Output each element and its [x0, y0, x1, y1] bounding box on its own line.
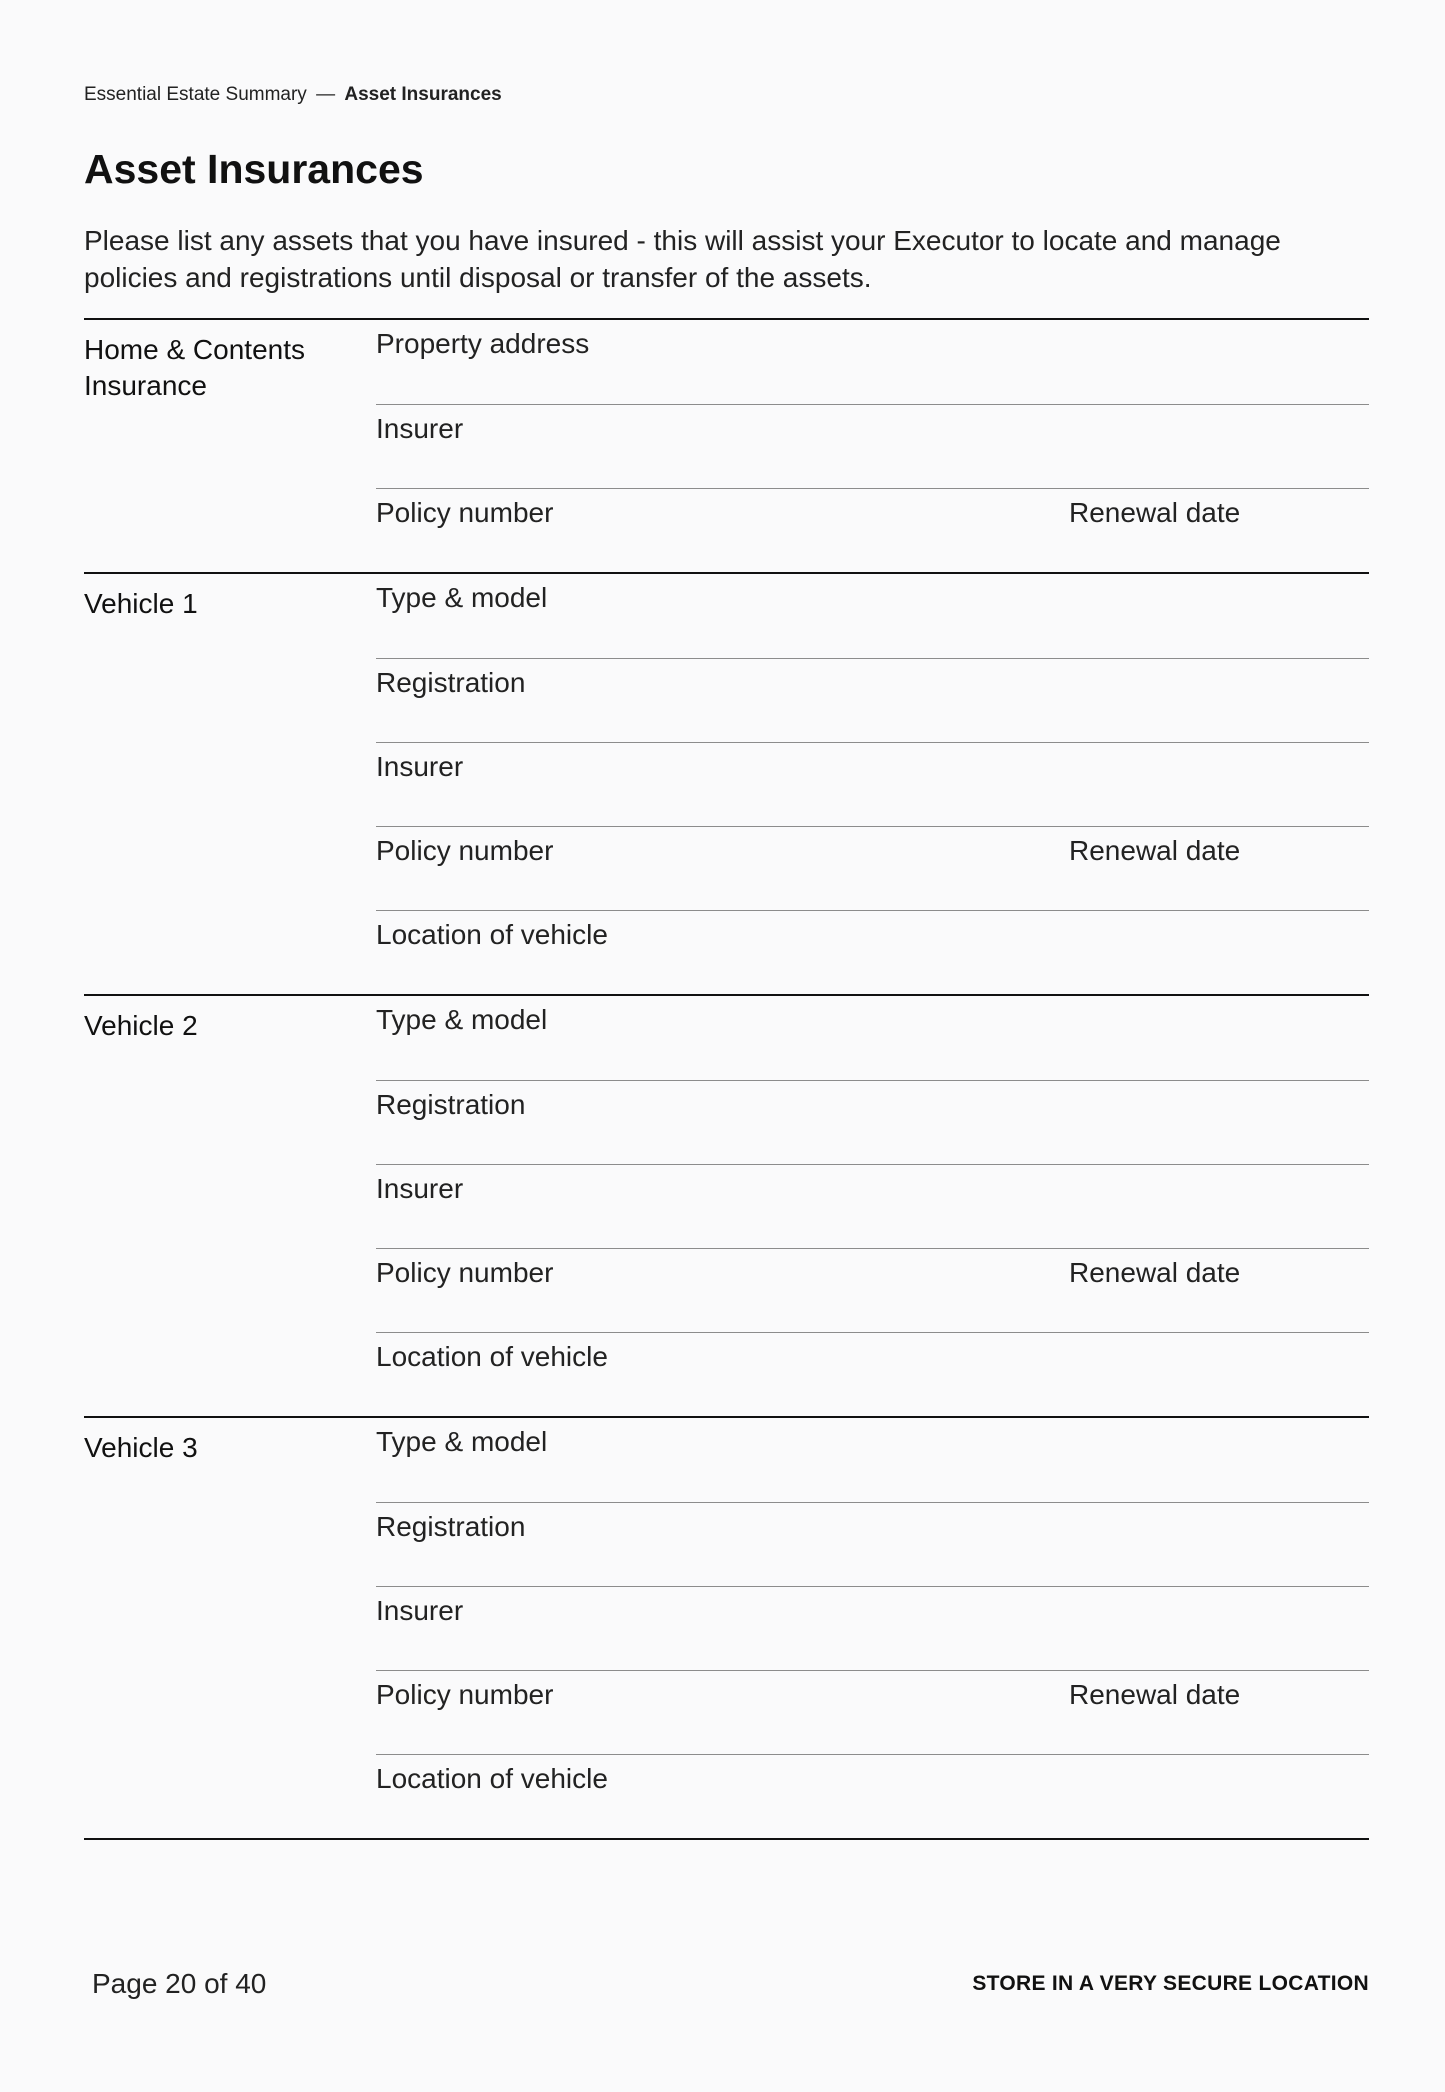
field-label: Location of vehicle	[376, 1341, 608, 1372]
breadcrumb-document: Essential Estate Summary	[84, 84, 307, 105]
field-label: Location of vehicle	[376, 919, 608, 950]
field-label: Insurer	[376, 1595, 464, 1626]
renewal-date-label: Renewal date	[1069, 1257, 1241, 1288]
form-field-row[interactable]	[376, 1248, 1369, 1332]
form-field-row[interactable]	[376, 826, 1369, 910]
section-label: Home & Contents Insurance	[84, 334, 305, 401]
field-label: Registration	[376, 1089, 526, 1120]
renewal-date-label: Renewal date	[1069, 497, 1241, 528]
field-label: Property address	[376, 328, 590, 359]
security-note: STORE IN A VERY SECURE LOCATION	[972, 1972, 1369, 1995]
section-label: Vehicle 2	[84, 1010, 198, 1041]
insurance-section	[84, 318, 1369, 572]
field-label: Type & model	[376, 1004, 548, 1035]
form-field-row[interactable]	[376, 1418, 1369, 1502]
form-field-row[interactable]	[376, 1080, 1369, 1164]
section-fields	[376, 574, 1369, 994]
field-label: Registration	[376, 1511, 526, 1542]
form-field-row[interactable]	[376, 488, 1369, 572]
form-field-row[interactable]	[376, 320, 1369, 404]
page-title: Asset Insurances	[84, 146, 424, 192]
breadcrumb-separator: —	[316, 84, 336, 105]
insurance-sections	[84, 318, 1369, 1840]
form-field-row[interactable]	[376, 658, 1369, 742]
field-label: Registration	[376, 667, 526, 698]
insurance-section	[84, 1416, 1369, 1840]
form-field-row[interactable]	[376, 1754, 1369, 1838]
field-label: Location of vehicle	[376, 1763, 608, 1794]
field-label: Insurer	[376, 1173, 464, 1204]
section-fields	[376, 1418, 1369, 1838]
section-label: Vehicle 3	[84, 1432, 198, 1463]
intro-text: Please list any assets that you have insured - this will assist your Executor to locate and manage policies and registrations until disposal or transfer of the assets.	[84, 225, 1281, 293]
field-label: Policy number	[376, 497, 554, 528]
section-fields	[376, 320, 1369, 572]
section-label: Vehicle 1	[84, 588, 198, 619]
form-field-row[interactable]	[376, 742, 1369, 826]
section-fields	[376, 996, 1369, 1416]
form-field-row[interactable]	[376, 1164, 1369, 1248]
form-field-row[interactable]	[376, 1586, 1369, 1670]
breadcrumb	[84, 84, 502, 106]
breadcrumb-section: Asset Insurances	[344, 84, 502, 105]
form-field-row[interactable]	[376, 1332, 1369, 1416]
form-field-row[interactable]	[376, 910, 1369, 994]
renewal-date-label: Renewal date	[1069, 1679, 1241, 1710]
form-field-row[interactable]	[376, 1502, 1369, 1586]
form-field-row[interactable]	[376, 574, 1369, 658]
renewal-date-label: Renewal date	[1069, 835, 1241, 866]
field-label: Insurer	[376, 413, 464, 444]
field-label: Policy number	[376, 835, 554, 866]
page-number: Page 20 of 40	[92, 1968, 267, 1999]
insurance-section	[84, 572, 1369, 994]
insurance-section	[84, 994, 1369, 1416]
field-label: Insurer	[376, 751, 464, 782]
field-label: Policy number	[376, 1257, 554, 1288]
field-label: Type & model	[376, 582, 548, 613]
form-field-row[interactable]	[376, 1670, 1369, 1754]
form-field-row[interactable]	[376, 404, 1369, 488]
field-label: Type & model	[376, 1426, 548, 1457]
field-label: Policy number	[376, 1679, 554, 1710]
form-field-row[interactable]	[376, 996, 1369, 1080]
